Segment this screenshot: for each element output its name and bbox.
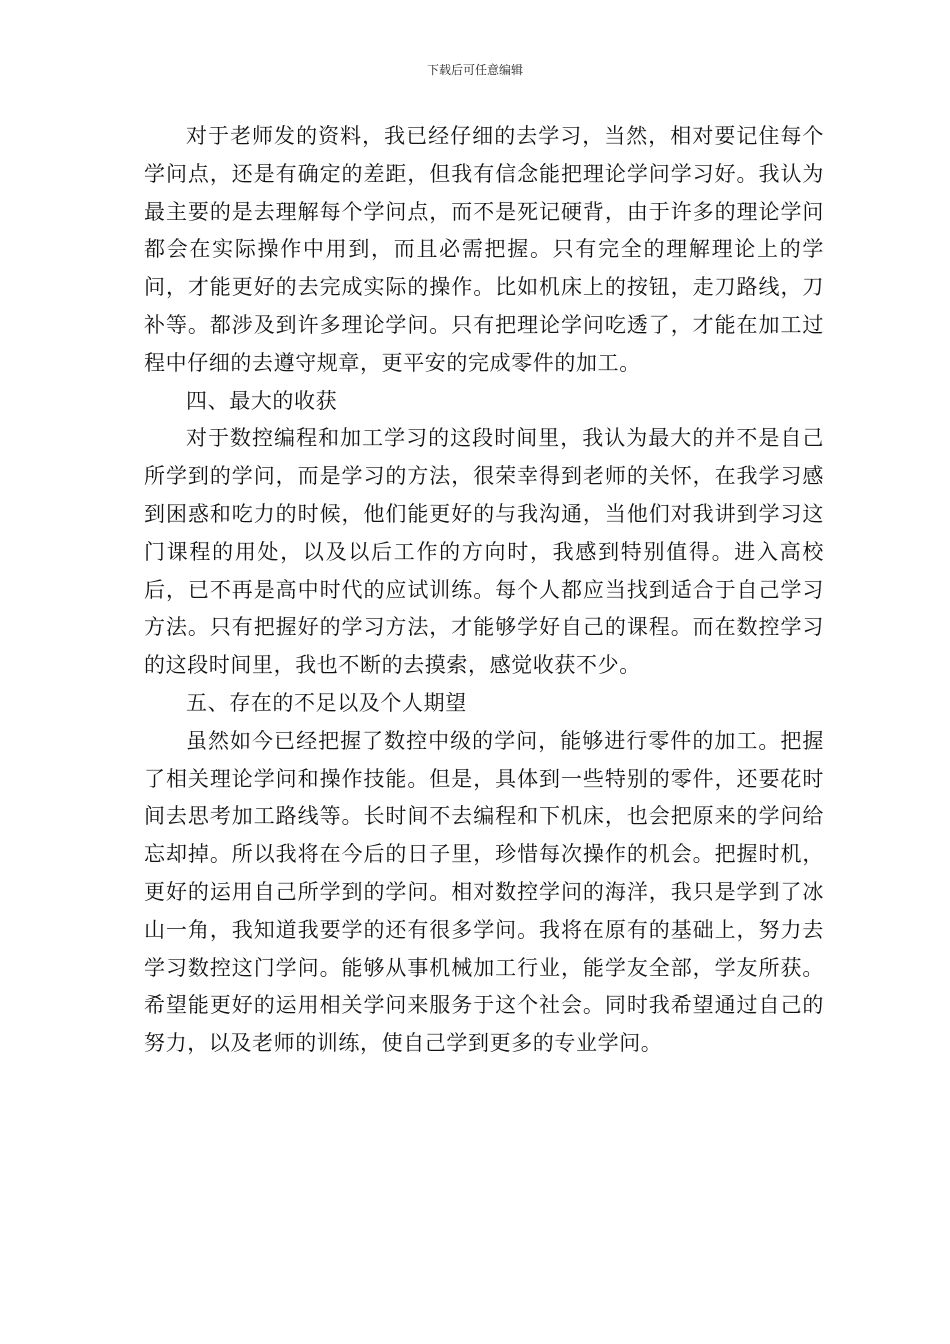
paragraph-shortcomings: 虽然如今已经把握了数控中级的学问，能够进行零件的加工。把握了相关理论学问和操作技能。但是，具体到一些特别的零件，还要花时间去思考加工路线等。长时间不去编程和下机床，也会把原来的学问给忘却掉。所以我将在今后的日子里，珍惜每次操作的机会。把握时机，更好的运用自己所学到的学问。相对数控学问的海洋，我只是学到了冰山一角，我知道我要学的还有很多学问。我将在原有的基础上，努力去学习数控这门学问。能够从事机械加工行业，能学友全部，学友所获。希望能更好的运用相关学问来服务于这个社会。同时我希望通过自己的努力，以及老师的训练，使自己学到更多的专业学问。 xyxy=(144,728,824,1056)
page-header: 下载后可任意编辑 xyxy=(426,63,523,77)
section-heading-shortcomings: 五、存在的不足以及个人期望 xyxy=(186,690,467,715)
section-heading-biggest-gain: 四、最大的收获 xyxy=(186,388,338,413)
document-body xyxy=(144,118,824,1063)
paragraph-biggest-gain: 对于数控编程和加工学习的这段时间里，我认为最大的并不是自己所学到的学问，而是学习的方法，很荣幸得到老师的关怀，在我学习感到困惑和吃力的时候，他们能更好的与我沟通，当他们对我讲到学习这门课程的用处，以及以后工作的方向时，我感到特别值得。进入高校后，已不再是高中时代的应试训练。每个人都应当找到适合于自己学习方法。只有把握好的学习方法，才能够学好自己的课程。而在数控学习的这段时间里，我也不断的去摸索，感觉收获不少。 xyxy=(144,426,824,678)
paragraph-study-materials: 对于老师发的资料，我已经仔细的去学习，当然，相对要记住每个学问点，还是有确定的差距，但我有信念能把理论学问学习好。我认为最主要的是去理解每个学问点，而不是死记硬背，由于许多的理论学问都会在实际操作中用到，而且必需把握。只有完全的理解理论上的学问，才能更好的去完成实际的操作。比如机床上的按钮，走刀路线，刀补等。都涉及到许多理论学问。只有把理论学问吃透了，才能在加工过程中仔细的去遵守规章，更平安的完成零件的加工。 xyxy=(144,124,824,375)
